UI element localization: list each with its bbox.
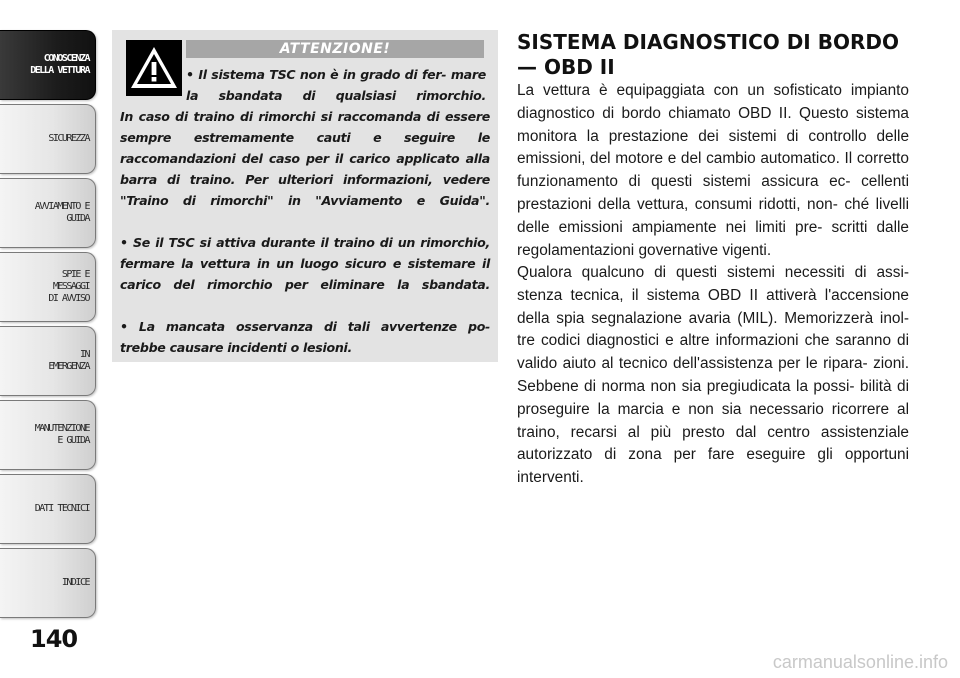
- tab-avviamento-e-guida[interactable]: [0, 178, 96, 248]
- tab-spie-e-messaggi[interactable]: [0, 252, 96, 322]
- warning-bullet-2: • Se il TSC si attiva durante il traino di un rimorchio, fermare la vettura in un luogo sicuro e sistemare il carico del rimorchio per eliminare la sbandata.: [120, 235, 490, 292]
- warning-title: ATTENZIONE!: [186, 40, 484, 58]
- warning-bullet-1-body: In caso di traino di rimorchi si raccomanda di essere sempre estremamente cauti e seguire le raccomandazioni del caso per il carico applicato alla barra di traino. Per ulteriori informazioni, vedere "Traino di rimorchi" in "Avviamento e Guida".: [120, 109, 490, 208]
- tab-label: AVVIAMENTO E GUIDA: [34, 201, 89, 224]
- tab-manutenzione-e-guida[interactable]: [0, 400, 96, 470]
- paragraph-1: La vettura è equipaggiata con un sofisticato impianto diagnostico di bordo chiamato OBD II. Questo sistema monitora la prestazione dei sistemi di controllo delle emissioni, del motore e del cambio automatico. Il corretto funzionamento di questi sistemi assicura ec- cellenti prestazioni della vettura, consumi ridotti, non- ché livelli delle emissioni ampiamente nei limiti pre- scritti dalle regolamentazioni governative vigenti.: [517, 82, 909, 259]
- tab-label: INDICE: [61, 577, 89, 588]
- tab-in-emergenza[interactable]: [0, 326, 96, 396]
- warning-triangle-icon: [126, 40, 182, 96]
- page-number: 140: [30, 625, 78, 653]
- warning-box: [112, 30, 498, 362]
- tab-conoscenza-della-vettura[interactable]: [0, 30, 96, 100]
- tab-label: IN EMERGENZA: [48, 349, 89, 372]
- tab-dati-tecnici[interactable]: [0, 474, 96, 544]
- tab-label: SICUREZZA: [48, 133, 89, 144]
- section-heading: SISTEMA DIAGNOSTICO DI BORDO — OBD II: [517, 30, 899, 79]
- watermark: carmanualsonline.info: [772, 652, 948, 672]
- tab-label: SPIE E MESSAGGI DI AVVISO: [48, 269, 89, 304]
- tab-label: CONOSCENZA DELLA VETTURA: [30, 53, 89, 76]
- paragraph-2: Qualora qualcuno di questi sistemi necessiti di assi- stenza tecnica, il sistema OBD II attiverà l'accensione della spia segnalazione avaria (MIL). Memorizzerà inol- tre codici diagnostici e altre informazioni che saranno di valido aiuto al tecnico dell'assistenza per le ripara- zioni. Sebbene di norma non sia pregiudicata la possi- bilità di proseguire la marcia e non sia necessario ricorrere al traino, recarsi al più presto dal centro assistenziale autorizzato di zona per fare eseguire gli opportuni interventi.: [517, 264, 909, 487]
- warning-bullet-1-intro: • Il sistema TSC non è in grado di fer- mare la sbandata di qualsiasi rimorchio.: [186, 67, 486, 103]
- tab-label: DATI TECNICI: [34, 503, 89, 514]
- tab-indice[interactable]: [0, 548, 96, 618]
- tab-sicurezza[interactable]: [0, 104, 96, 174]
- warning-bullet-3: • La mancata osservanza di tali avvertenze po- trebbe causare incidenti o lesioni.: [120, 319, 490, 355]
- tab-label: MANUTENZIONE E GUIDA: [34, 423, 89, 446]
